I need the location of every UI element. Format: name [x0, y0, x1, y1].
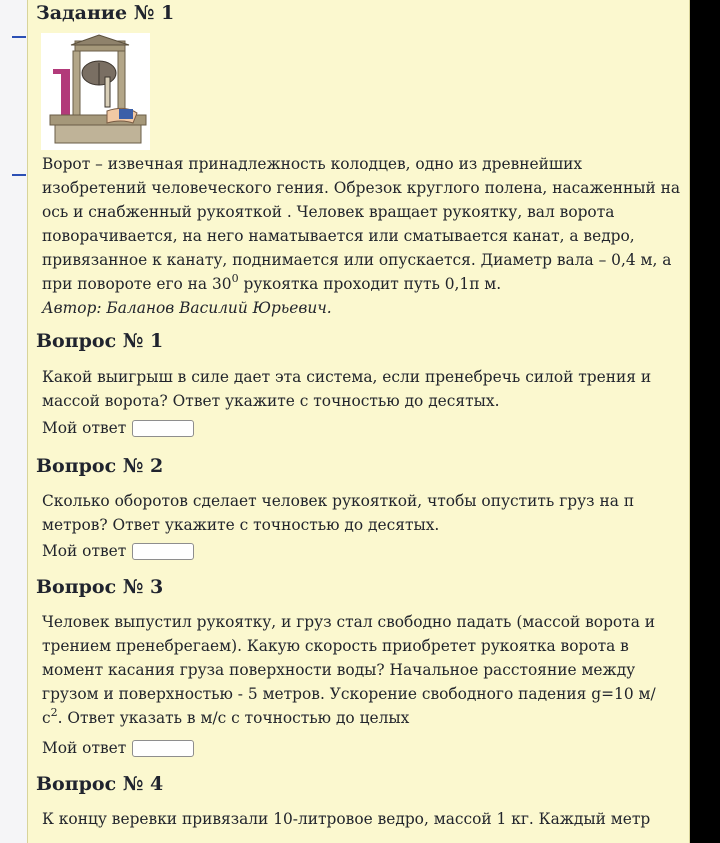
- question-line: К концу веревки привязали 10-литровое ведро, массой 1 кг. Каждый метр: [42, 810, 651, 828]
- description-line: привязанное к канату, поднимается или опускается. Диаметр вала – 0,4 м, а: [42, 251, 672, 269]
- question-3-text: [42, 610, 678, 730]
- degree-superscript: 0: [231, 272, 239, 285]
- answer-label: Мой ответ: [42, 419, 127, 437]
- task-description: [42, 152, 681, 320]
- question-2-title: Вопрос № 2: [36, 455, 164, 477]
- question-line: трением пренебрегаем). Какую скорость приобретет рукоятка ворота в: [42, 637, 629, 655]
- task-page: [27, 0, 690, 843]
- description-line: изобретений человеческого гения. Обрезок круглого полена, насаженный на: [42, 179, 681, 197]
- question-line: массой ворота? Ответ укажите с точностью до десятых.: [42, 392, 500, 410]
- question-line: метров? Ответ укажите с точностью до десятых.: [42, 516, 440, 534]
- question-3-answer: [42, 737, 194, 759]
- windlass-drawing: [41, 33, 150, 150]
- left-strip: [0, 0, 27, 843]
- windlass-illustration: [41, 33, 150, 150]
- strip-marker: [12, 36, 26, 38]
- question-4-text: [42, 807, 678, 831]
- answer-label: Мой ответ: [42, 542, 127, 560]
- answer-label: Мой ответ: [42, 739, 127, 757]
- answer-input[interactable]: [132, 420, 194, 437]
- question-line: Какой выигрыш в силе дает эта система, если пренебречь силой трения и: [42, 368, 652, 386]
- answer-input[interactable]: [132, 740, 194, 757]
- question-4-title: Вопрос № 4: [36, 773, 164, 795]
- task-title: Задание № 1: [36, 2, 175, 24]
- question-line-last: $с^2$. Ответ указать в м/с с точностью до целых: [42, 706, 410, 727]
- question-1-answer: [42, 417, 194, 439]
- task-author: Автор: Баланов Василий Юрьевич.: [42, 299, 332, 317]
- description-line-last: при повороте его на $30^0$ рукоятка проходит путь 0,1π м.: [42, 272, 502, 293]
- question-1-title: Вопрос № 1: [36, 330, 164, 352]
- question-line: Сколько оборотов сделает человек рукояткой, чтобы опустить груз на π: [42, 492, 634, 510]
- squared-superscript: 2: [50, 706, 58, 719]
- question-line: грузом и поверхностью - 5 метров. Ускорение свободного падения g=10 м/: [42, 685, 656, 703]
- answer-input[interactable]: [132, 543, 194, 560]
- question-3-title: Вопрос № 3: [36, 576, 164, 598]
- strip-marker: [12, 174, 26, 176]
- question-1-text: [42, 365, 678, 413]
- question-line: Человек выпустил рукоятку, и груз стал свободно падать (массой ворота и: [42, 613, 656, 631]
- description-line: поворачивается, на него наматывается или сматывается канат, а ведро,: [42, 227, 635, 245]
- question-line: момент касания груза поверхности воды? Начальное расстояние между: [42, 661, 636, 679]
- question-2-text: [42, 489, 678, 537]
- description-line: ось и снабженный рукояткой . Человек вращает рукоятку, вал ворота: [42, 203, 615, 221]
- question-2-answer: [42, 540, 194, 562]
- description-line: Ворот – извечная принадлежность колодцев, одно из древнейших: [42, 155, 583, 173]
